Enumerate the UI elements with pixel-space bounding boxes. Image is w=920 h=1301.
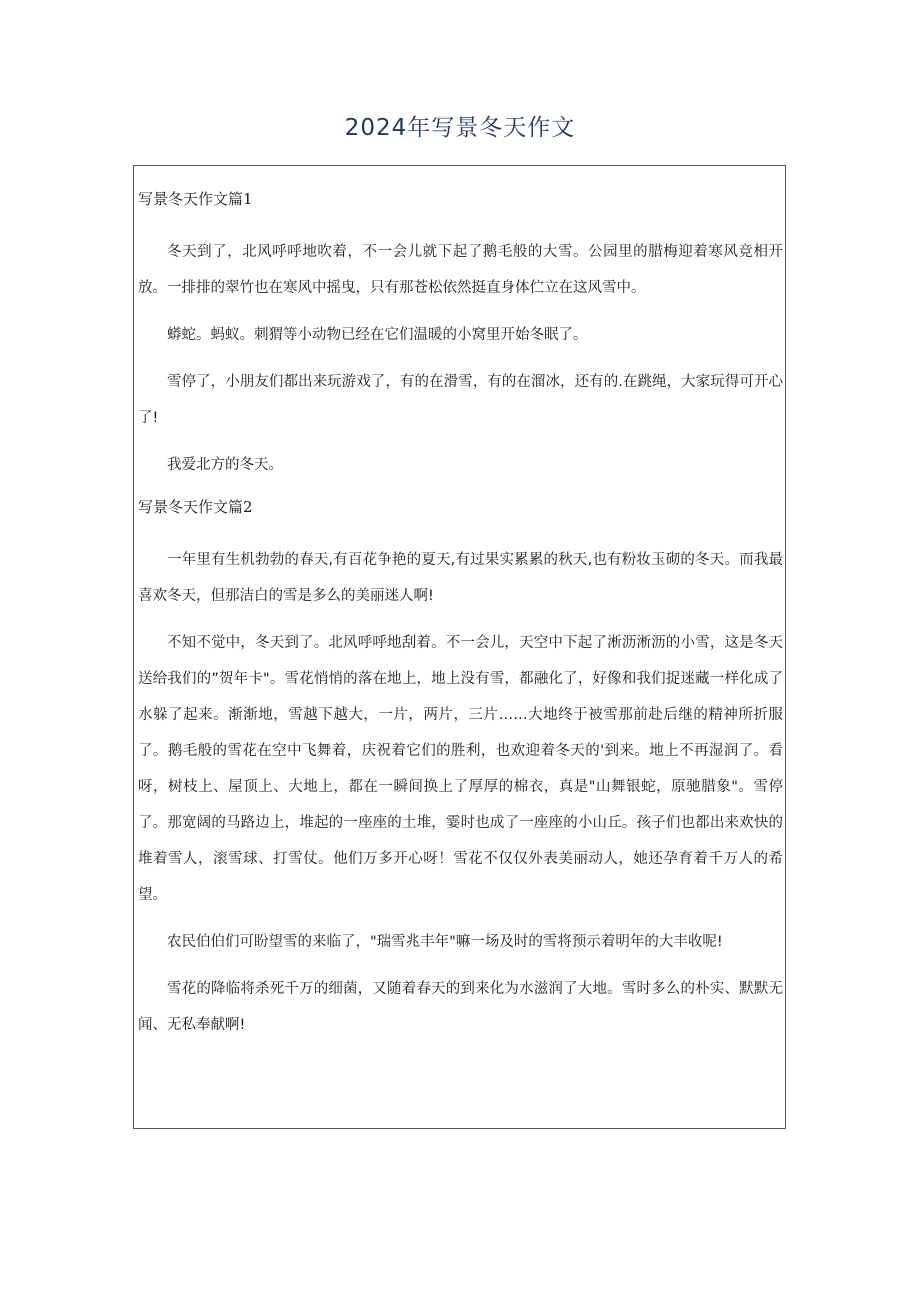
paragraph: 农民伯伯们可盼望雪的来临了，"瑞雪兆丰年"嘛一场及时的雪将预示着明年的大丰收呢!	[167, 934, 723, 950]
document-title: 2024年写景冬天作文	[344, 115, 576, 141]
section-heading-2: 写景冬天作文篇2	[138, 498, 253, 516]
paragraph: 冬天到了，北风呼呼地吹着，不一会儿就下起了鹅毛般的大雪。公园里的腊梅迎着寒风竞相开放。一排排的翠竹也在寒风中摇曳，只有那苍松依然挺直身体伫立在这风雪中。	[138, 244, 783, 296]
essay-text-box	[133, 165, 786, 1129]
paragraph: 不知不觉中，冬天到了。北风呼呼地刮着。不一会儿，天空中下起了淅沥淅沥的小雪，这是冬天送给我们的”贺年卡"。雪花悄悄的落在地上，地上没有雪，都融化了，好像和我们捉迷藏一样化成了水躲了起来。渐渐地，雪越下越大，一片，两片，三片……大地终于被雪那前赴后继的精神所折服了。鹅毛般的雪花在空中飞舞着，庆祝着它们的胜利，也欢迎着冬天的'到来。地上不再湿润了。看呀，树枝上、屋顶上、大地上，都在一瞬间换上了厚厚的棉衣，真是"山舞银蛇，原驰腊象"。雪停了。那宽阔的马路边上，堆起的一座座的土堆，霎时也成了一座座的小山丘。孩子们也都出来欢快的堆着雪人，滚雪球、打雪仗。他们万多开心呀！雪花不仅仅外表美丽动人，她还孕育着千万人的希望。	[138, 635, 783, 903]
paragraph: 一年里有生机勃勃的春天,有百花争艳的夏天,有过果实累累的秋天,也有粉妆玉砌的冬天。而我最喜欢冬天，但那洁白的雪是多么的美丽迷人啊!	[138, 552, 783, 604]
paragraph: 我爱北方的冬天。	[167, 457, 283, 473]
paragraph: 雪花的降临将杀死千万的细菌，又随着春天的到来化为水滋润了大地。雪时多么的朴实、默默无闻、无私奉献啊!	[138, 981, 783, 1033]
paragraph: 雪停了，小朋友们都出来玩游戏了，有的在滑雪，有的在溜冰，还有的.在跳绳，大家玩得可开心了!	[138, 374, 783, 426]
section-heading-1: 写景冬天作文篇1	[138, 190, 253, 208]
paragraph: 蟒蛇。蚂蚁。刺猬等小动物已经在它们温暖的小窝里开始冬眠了。	[167, 327, 588, 343]
essay-body	[138, 186, 783, 1043]
